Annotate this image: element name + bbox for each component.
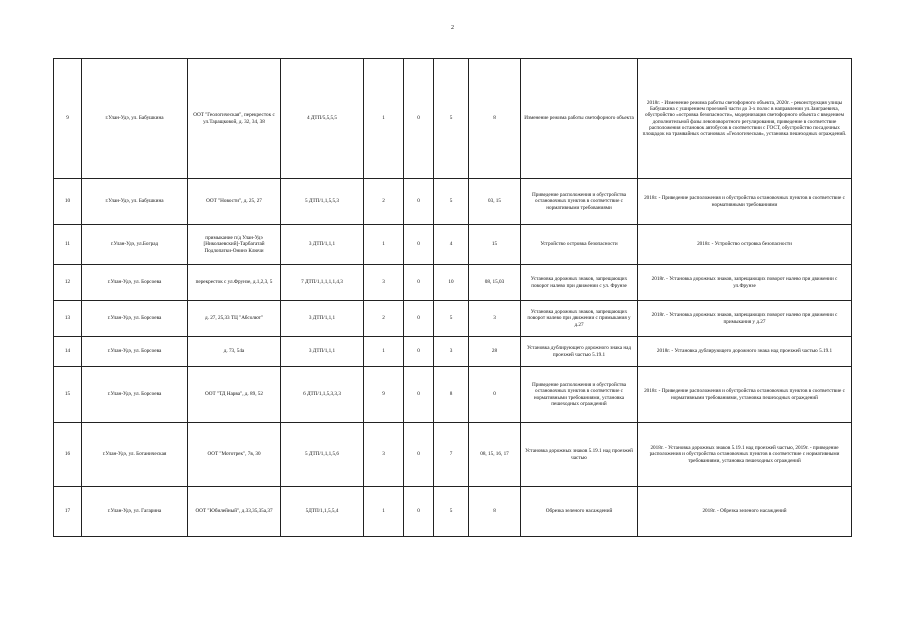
table-row [54,487,852,537]
measures-cell: 2018г. - Приведение расположения и обустройства остановочных пунктов в соответствие с нормативными требованиями, установка пешеходных ограждений [638,367,852,423]
count-cell: 0 [404,487,434,537]
count-cell: 2 [364,179,404,225]
measures-cell: 2018г. - Устройство островка безопасности [638,225,852,265]
problem-cell: Приведение расположения и обустройства остановочных пунктов в соответствие с нормативными требованиями, установка пешеходных ограждений [521,367,638,423]
table-row [54,367,852,423]
location-cell: ООТ "Мототрек", 7в, 30 [188,423,281,487]
measures-cell: 2018г. - Установка дорожных знаков 5.19.1 над проезжей частью, 2019г. - приведение расположения и обустройства остановочных пунктов в соответствие с нормативными требованиями, установка пешеходных ограждений [638,423,852,487]
dtp-cell: 3 ДТП/1,1,1 [281,301,364,337]
code-cell: 3 [469,301,521,337]
code-cell: 28 [469,337,521,367]
measures-table [53,58,852,537]
measures-cell: 2018г. - Приведение расположения и обустройства остановочных пунктов в соответствие с нормативными требованиями [638,179,852,225]
count-cell: 9 [364,367,404,423]
table-row [54,225,852,265]
count-cell: 0 [404,423,434,487]
code-cell: 08, 15,03 [469,265,521,301]
count-cell: 0 [404,179,434,225]
code-cell: 03, 15 [469,179,521,225]
count-cell: 8 [434,367,469,423]
code-cell: 08, 15, 16, 17 [469,423,521,487]
location-cell: д. 73, 54а [188,337,281,367]
count-cell: 0 [404,59,434,179]
dtp-cell: 4 ДТП/5,5,5,5 [281,59,364,179]
page-number: 2 [451,25,454,31]
street-cell: г.Улан-Удэ, ул.Боград [82,225,188,265]
problem-cell: Установка дорожных знаков 5.19.1 над проезжей частью [521,423,638,487]
street-cell: г.Улан-Удэ, ул. Борсоева [82,367,188,423]
count-cell: 5 [434,59,469,179]
count-cell: 1 [364,337,404,367]
problem-cell: Изменение режима работы светофорного объекта [521,59,638,179]
count-cell: 1 [364,225,404,265]
measures-cell: 2018г. - Обрезка зеленого насаждений [638,487,852,537]
problem-cell: Обрезка зеленого насаждений [521,487,638,537]
problem-cell: Установка дорожных знаков, запрещающих поворот налево при движении с примыкания у д.27 [521,301,638,337]
street-cell: г.Улан-Удэ, ул. Бабушкина [82,179,188,225]
location-cell: перекресток с ул.Фрунзе, д.1,2,3, 5 [188,265,281,301]
code-cell: 0 [469,367,521,423]
row-number: 12 [54,265,82,301]
table-row [54,337,852,367]
row-number: 9 [54,59,82,179]
dtp-cell: 3 ДТП/1,1,1 [281,225,364,265]
dtp-cell: 5 ДТП/1,1,5,5,3 [281,179,364,225]
problem-cell: Приведение расположения и обустройства остановочных пунктов в соответствие с нормативными требованиями [521,179,638,225]
measures-cell: 2018г. - Установка дублирующего дорожного знака над проезжей частью 5.19.1 [638,337,852,367]
code-cell: 15 [469,225,521,265]
code-cell: 8 [469,487,521,537]
location-cell: ООТ "Новости", д. 25, 27 [188,179,281,225]
count-cell: 0 [404,367,434,423]
table-row [54,301,852,337]
location-cell: ООТ "Юбилейный", д.33,35,35а,37 [188,487,281,537]
count-cell: 10 [434,265,469,301]
row-number: 11 [54,225,82,265]
count-cell: 5 [434,301,469,337]
count-cell: 0 [404,265,434,301]
problem-cell: Установка дорожных знаков, запрещающих поворот налево при движении с ул. Фрунзе [521,265,638,301]
measures-cell: 2018г. - Изменение режима работы светофорного объекта, 2020г. - реконструкция улицы Бабушкина с уширением проезжей части до 3-х полос в направлении ул.Заиграевича, обустройство «островка безопасности», модернизация светофорного объекта с введением дополнительной фазы левоповоротного регулирования, приведение в соответствие расположения остановок автобусов в соответствии с ГОСТ, обустройство посадочных площадок на трамвайных остановках «Геологическая», установка пешеходных ограждений. [638,59,852,179]
count-cell: 1 [364,487,404,537]
row-number: 17 [54,487,82,537]
count-cell: 7 [434,423,469,487]
count-cell: 1 [364,59,404,179]
street-cell: г.Улан-Удэ, ул. Бабушкина [82,59,188,179]
count-cell: 5 [434,179,469,225]
table-row [54,423,852,487]
row-number: 14 [54,337,82,367]
dtp-cell: 5ДТП/1,1,5,5,4 [281,487,364,537]
row-number: 13 [54,301,82,337]
dtp-cell: 3 ДТП/1,1,1 [281,337,364,367]
count-cell: 3 [364,265,404,301]
street-cell: г.Улан-Удэ, ул. Гагарина [82,487,188,537]
street-cell: г.Улан-Удэ, ул. Борсоева [82,337,188,367]
measures-cell: 2018г. - Установка дорожных знаков, запрещающих поворот налево при движении с ул.Фрунзе [638,265,852,301]
dtp-cell: 6 ДТП/1,1,5,3,3,3 [281,367,364,423]
row-number: 15 [54,367,82,423]
measures-cell: 2018г. - Установка дорожных знаков, запрещающих поворот налево при движении с примыкания у д.27 [638,301,852,337]
code-cell: 8 [469,59,521,179]
count-cell: 5 [434,487,469,537]
count-cell: 2 [364,301,404,337]
count-cell: 0 [404,337,434,367]
problem-cell: Установка дублирующего дорожного знака над проезжей частью 5.19.1 [521,337,638,367]
table-row [54,265,852,301]
problem-cell: Устройство островка безопасности [521,225,638,265]
location-cell: примыкание п/д Улан-Удэ [Николаевский]-Тарбагатай Подлопатки-Онинэ Ключи [188,225,281,265]
count-cell: 0 [404,301,434,337]
table-row [54,179,852,225]
location-cell: д. 27, 25,33 ТЦ "Абсолют" [188,301,281,337]
row-number: 10 [54,179,82,225]
count-cell: 3 [364,423,404,487]
count-cell: 4 [434,225,469,265]
dtp-cell: 5 ДТП/1,1,1,5,6 [281,423,364,487]
street-cell: г.Улан-Удэ, ул. Ботаническая [82,423,188,487]
count-cell: 0 [404,225,434,265]
street-cell: г.Улан-Удэ, ул. Борсоева [82,301,188,337]
location-cell: ООТ "Геологическая", перекресток с ул.Таращковой, д. 32, 34, 38 [188,59,281,179]
location-cell: ООТ "ТД Нарва", д. 89, 52 [188,367,281,423]
dtp-cell: 7 ДТП/1,1,1,1,1,4,3 [281,265,364,301]
row-number: 16 [54,423,82,487]
table-row [54,59,852,179]
count-cell: 3 [434,337,469,367]
street-cell: г.Улан-Удэ, ул. Борсоева [82,265,188,301]
